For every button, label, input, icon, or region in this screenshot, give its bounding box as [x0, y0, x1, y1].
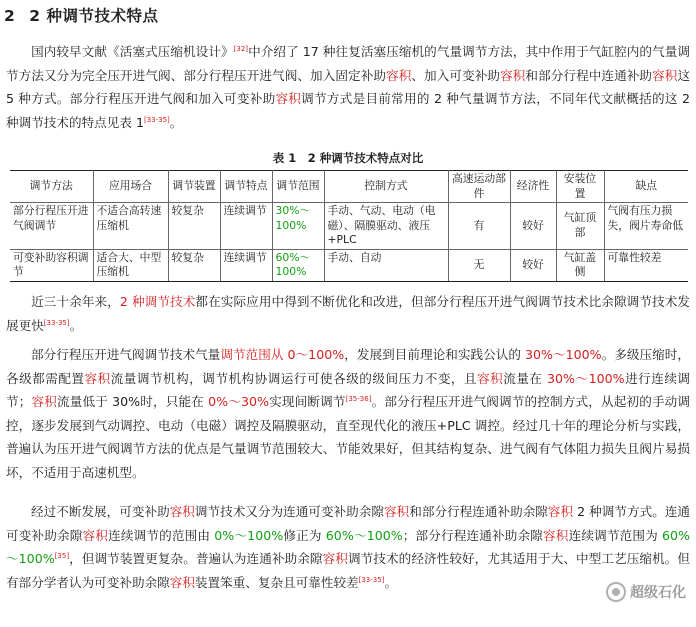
- text-run: 。部分行程压开进气阀调节的控制方式，从起初的手动调控，逐步发展到气动调控、电动（电磁）调控及隔膜驱动，直至现代化的液压+PLC 调控。经过几十年的理论分析与实践，普遍认为压开进气阀调节方法的优点是气量调节范围较大、节能效果好，但其结构复杂、进气阀有气体阻力损失且阀片易损坏，不适用于高速机型。: [6, 394, 691, 480]
- cell-control: 手动、气动、电动（电磁）、隔膜驱动、液压+PLC: [324, 203, 448, 250]
- table-row: [10, 249, 688, 281]
- text-run: 都在实际应用中得到不断优化和改进，但部分行程压开进气阀调节技术比余隙调节技术发展更快: [6, 294, 691, 333]
- cell-position: 气缸盖侧: [556, 249, 604, 281]
- keyword-highlight: 容积: [84, 370, 111, 386]
- text-run: 连续调节范围为: [568, 527, 663, 543]
- text-run: 。多级压缩时，各级都需配置: [6, 347, 691, 386]
- keyword-highlight: 容积: [547, 504, 574, 519]
- cell-economy: 较好: [510, 203, 556, 250]
- citation-ref[interactable]: [35]: [54, 551, 70, 560]
- text-run: ，发展到目前理论和实践公认的: [344, 347, 525, 362]
- comparison-table: [10, 170, 688, 282]
- column-header: 高速运动部件: [448, 171, 510, 203]
- cell-position: 气缸顶部: [556, 203, 604, 250]
- text-run: 流量低于 30%时，只能在: [56, 394, 209, 409]
- text-run: 装置笨重、复杂且可靠性较差: [194, 574, 359, 590]
- keyword-highlight: 30%～100%: [524, 347, 602, 362]
- text-run: 连续调节的范围由: [108, 527, 215, 543]
- text-run: 中介绍了 17 种往复活塞压缩机的气量调节方法，其中作用于气缸腔内的气量调节方法又分为完全压开进气阀、部分行程压开进气阀、加入固定补助: [6, 44, 690, 83]
- column-header: 调节特点: [220, 171, 272, 203]
- table-header-row: [10, 171, 688, 203]
- text-run: ，但调节装置更复杂。普遍认为连通补助余隙: [69, 551, 323, 566]
- keyword-highlight: 容积: [169, 574, 195, 590]
- cell-device: 较复杂: [168, 203, 220, 250]
- cell-economy: 较好: [510, 249, 556, 281]
- paragraph-2: [6, 290, 690, 337]
- text-run: 调节技术又分为连通可变补助余隙: [194, 504, 385, 519]
- cell-application: 适合大、中型压缩机: [93, 249, 168, 281]
- keyword-highlight: 容积: [31, 394, 57, 409]
- cell-feature: 连续调节: [220, 249, 272, 281]
- cell-feature: 连续调节: [220, 203, 272, 250]
- text-run: 调节技术的经济性较好，尤其适用于大、中型工艺压缩机。但有部分学者认为可变补助余隙: [6, 551, 691, 590]
- range-highlight: 0%～100%: [214, 527, 284, 543]
- text-run: 流量调节机构，调节机构协调运行可使各级的级间压力不变，且: [110, 370, 478, 386]
- paragraph-1: [6, 40, 690, 134]
- keyword-highlight: 容积: [384, 504, 410, 519]
- keyword-highlight: 2 种调节技术: [119, 294, 196, 309]
- text-run: 进行连续调节；: [6, 370, 691, 409]
- cell-moving-parts: 无: [448, 249, 510, 281]
- text-run: 和部分行程连通补助余隙: [409, 504, 548, 519]
- column-header: 缺点: [604, 171, 688, 203]
- keyword-highlight: 容积: [477, 370, 504, 386]
- keyword-highlight: 容积: [652, 67, 678, 83]
- cell-method: 可变补助容积调节: [10, 249, 93, 281]
- column-header: 调节装置: [168, 171, 220, 203]
- citation-ref[interactable]: [35-36]: [345, 394, 372, 403]
- text-run: 。: [169, 114, 183, 130]
- cell-range: 30%～100%: [272, 203, 324, 250]
- keyword-highlight: 容积: [275, 91, 302, 106]
- column-header: 应用场合: [93, 171, 168, 203]
- text-run: 经过不断发展，可变补助: [31, 504, 170, 519]
- text-run: 。: [384, 574, 398, 590]
- keyword-highlight: 容积: [543, 527, 569, 543]
- range-highlight: 60%～100%: [325, 527, 403, 543]
- wechat-logo-icon: [606, 582, 626, 602]
- keyword-highlight: 0%～30%: [208, 394, 269, 409]
- text-run: 修正为: [283, 527, 326, 543]
- cell-range: 60%～100%: [272, 249, 324, 281]
- section-title: 2 种调节技术特点: [29, 7, 159, 25]
- citation-ref[interactable]: [33-35]: [43, 318, 70, 327]
- watermark-text: 超级石化: [630, 585, 686, 601]
- column-header: 安装位置: [556, 171, 604, 203]
- text-run: ；部分行程连通补助余隙: [402, 527, 544, 543]
- cell-drawback: 可靠性较差: [604, 249, 688, 281]
- cell-application: 不适合高转速压缩机: [93, 203, 168, 250]
- text-run: 近三十余年来，: [31, 294, 120, 309]
- column-header: 经济性: [510, 171, 556, 203]
- cell-drawback: 气阀有压力损失，阀片寿命低: [604, 203, 688, 250]
- text-run: 2 种调节方式。连通可变补助余隙: [6, 504, 691, 543]
- range-highlight: 60%～100%: [6, 527, 691, 566]
- paragraph-4: [6, 500, 690, 594]
- cell-device: 较复杂: [168, 249, 220, 281]
- keyword-highlight: 调节范围从 0～100%: [220, 347, 345, 362]
- text-run: 部分行程压开进气阀调节技术气量: [31, 347, 221, 362]
- section-number: 2: [4, 7, 16, 25]
- text-run: 和部分行程中连通补助: [525, 67, 653, 83]
- text-run: 流量在: [503, 370, 547, 386]
- text-run: 调节方式是目前常用的 2 种气量调节方法，不同年代文献概括的这 2 种调节技术的特点见表 1: [6, 91, 690, 130]
- keyword-highlight: 容积: [322, 551, 348, 566]
- text-run: 、加入可变补助: [411, 67, 501, 83]
- keyword-highlight: 容积: [169, 504, 195, 519]
- text-run: 这 5 种方式。部分行程压开进气阀和加入可变补助: [6, 67, 691, 106]
- citation-ref[interactable]: [33-35]: [143, 115, 170, 124]
- cell-moving-parts: 有: [448, 203, 510, 250]
- keyword-highlight: 容积: [386, 67, 412, 83]
- text-run: 实现间断调节: [269, 394, 346, 409]
- citation-ref[interactable]: [32]: [233, 44, 249, 53]
- keyword-highlight: 30%～100%: [547, 370, 625, 386]
- table-row: [10, 203, 688, 250]
- keyword-highlight: 容积: [500, 67, 526, 83]
- table-caption: 表 1 2 种调节技术特点对比: [272, 151, 424, 165]
- column-header: 控制方式: [324, 171, 448, 203]
- keyword-highlight: 容积: [82, 527, 109, 543]
- column-header: 调节范围: [272, 171, 324, 203]
- watermark: [604, 582, 688, 602]
- text-run: 国内较早文献《活塞式压缩机设计》: [31, 44, 234, 59]
- cell-method: 部分行程压开进气阀调节: [10, 203, 93, 250]
- cell-control: 手动、自动: [324, 249, 448, 281]
- text-run: 。: [69, 317, 83, 333]
- column-header: 调节方法: [10, 171, 93, 203]
- section-heading: [4, 4, 158, 26]
- citation-ref[interactable]: [33-35]: [358, 575, 385, 584]
- paragraph-3: [6, 343, 690, 484]
